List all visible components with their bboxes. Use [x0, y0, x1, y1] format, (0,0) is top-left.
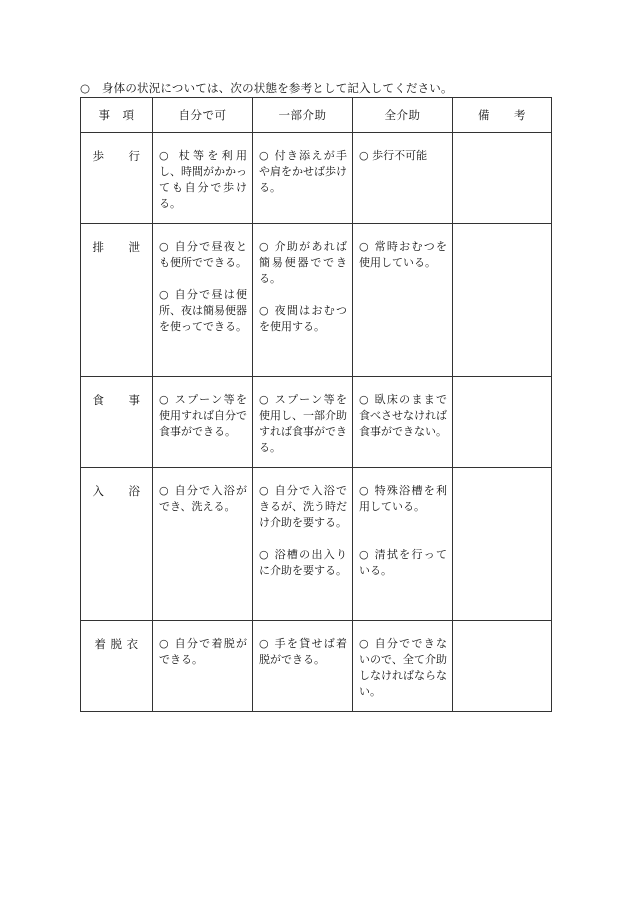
full-cell	[353, 621, 453, 712]
row-label: 食 事	[92, 393, 141, 407]
full-entry: ○ 清拭を行っている。	[359, 548, 447, 577]
notes-cell[interactable]	[453, 224, 552, 377]
physical-status-table	[80, 97, 552, 712]
row-walking	[81, 133, 552, 224]
partial-entry: ○ 介助があれば簡易便器でできる。	[259, 240, 347, 285]
self-cell	[153, 621, 253, 712]
self-entry: ○ 自分で昼夜とも便所でできる。	[159, 240, 247, 269]
row-bathing	[81, 468, 552, 621]
partial-entry: ○ 浴槽の出入りに介助を要する。	[259, 548, 347, 577]
notes-cell[interactable]	[453, 377, 552, 468]
self-entry: ○ スプーン等を使用すれば自分で食事ができる。	[159, 393, 247, 438]
row-label: 入 浴	[92, 484, 141, 498]
self-cell	[153, 224, 253, 377]
self-cell	[153, 133, 253, 224]
entry-gap	[259, 531, 347, 547]
partial-entry: ○ 手を貸せば着脱ができる。	[259, 637, 347, 666]
self-entry: ○ 自分で昼は便所、夜は簡易便器を使ってできる。	[159, 288, 247, 333]
partial-cell	[253, 621, 353, 712]
self-entry: ○ 杖等を利用し、時間がかかっても自分で歩ける。	[159, 149, 247, 210]
self-cell	[153, 468, 253, 621]
notes-cell[interactable]	[453, 468, 552, 621]
self-entry: ○ 自分で入浴ができ、洗える。	[159, 484, 247, 513]
partial-cell	[253, 468, 353, 621]
full-entry: ○ 特殊浴槽を利用している。	[359, 484, 447, 513]
partial-entry: ○ 夜間はおむつを使用する。	[259, 304, 347, 333]
row-label-cell	[81, 224, 153, 377]
partial-cell	[253, 377, 353, 468]
header-self: 自分で可	[153, 98, 253, 133]
header-partial: 一部介助	[253, 98, 353, 133]
full-entry: ○ 歩行不可能	[359, 149, 428, 162]
entry-gap	[259, 287, 347, 303]
row-meals	[81, 377, 552, 468]
full-cell	[353, 133, 453, 224]
header-full: 全介助	[353, 98, 453, 133]
header-row	[81, 98, 552, 133]
notes-cell[interactable]	[453, 133, 552, 224]
header-item: 事 項	[81, 98, 153, 133]
full-entry: ○ 常時おむつを使用している。	[359, 240, 447, 269]
partial-entry: ○ スプーン等を使用し、一部介助すれば食事ができる。	[259, 393, 347, 454]
row-label: 歩 行	[92, 149, 141, 163]
entry-gap	[359, 531, 447, 547]
row-label: 着 脱 衣	[94, 637, 139, 651]
full-cell	[353, 377, 453, 468]
intro-note: ○ 身体の状況については、次の状態を参考として記入してください。	[80, 81, 453, 95]
partial-cell	[253, 133, 353, 224]
full-cell	[353, 224, 453, 377]
row-label-cell	[81, 133, 153, 224]
header-notes: 備 考	[453, 98, 552, 133]
row-label: 排 泄	[92, 240, 141, 254]
full-entry: ○ 自分でできないので、全て介助しなければならない。	[359, 637, 447, 698]
full-cell	[353, 468, 453, 621]
partial-entry: ○ 付き添えが手や肩をかせば歩ける。	[259, 149, 347, 194]
full-entry: ○ 臥床のままで食べさせなければ食事ができない。	[359, 393, 447, 438]
entry-gap	[159, 271, 247, 287]
row-excretion	[81, 224, 552, 377]
row-dressing	[81, 621, 552, 712]
self-cell	[153, 377, 253, 468]
entry-gap	[359, 515, 447, 531]
partial-cell	[253, 224, 353, 377]
notes-cell[interactable]	[453, 621, 552, 712]
partial-entry: ○ 自分で入浴できるが、洗う時だけ介助を要する。	[259, 484, 347, 529]
row-label-cell	[81, 621, 153, 712]
row-label-cell	[81, 377, 153, 468]
row-label-cell	[81, 468, 153, 621]
self-entry: ○ 自分で着脱ができる。	[159, 637, 247, 666]
